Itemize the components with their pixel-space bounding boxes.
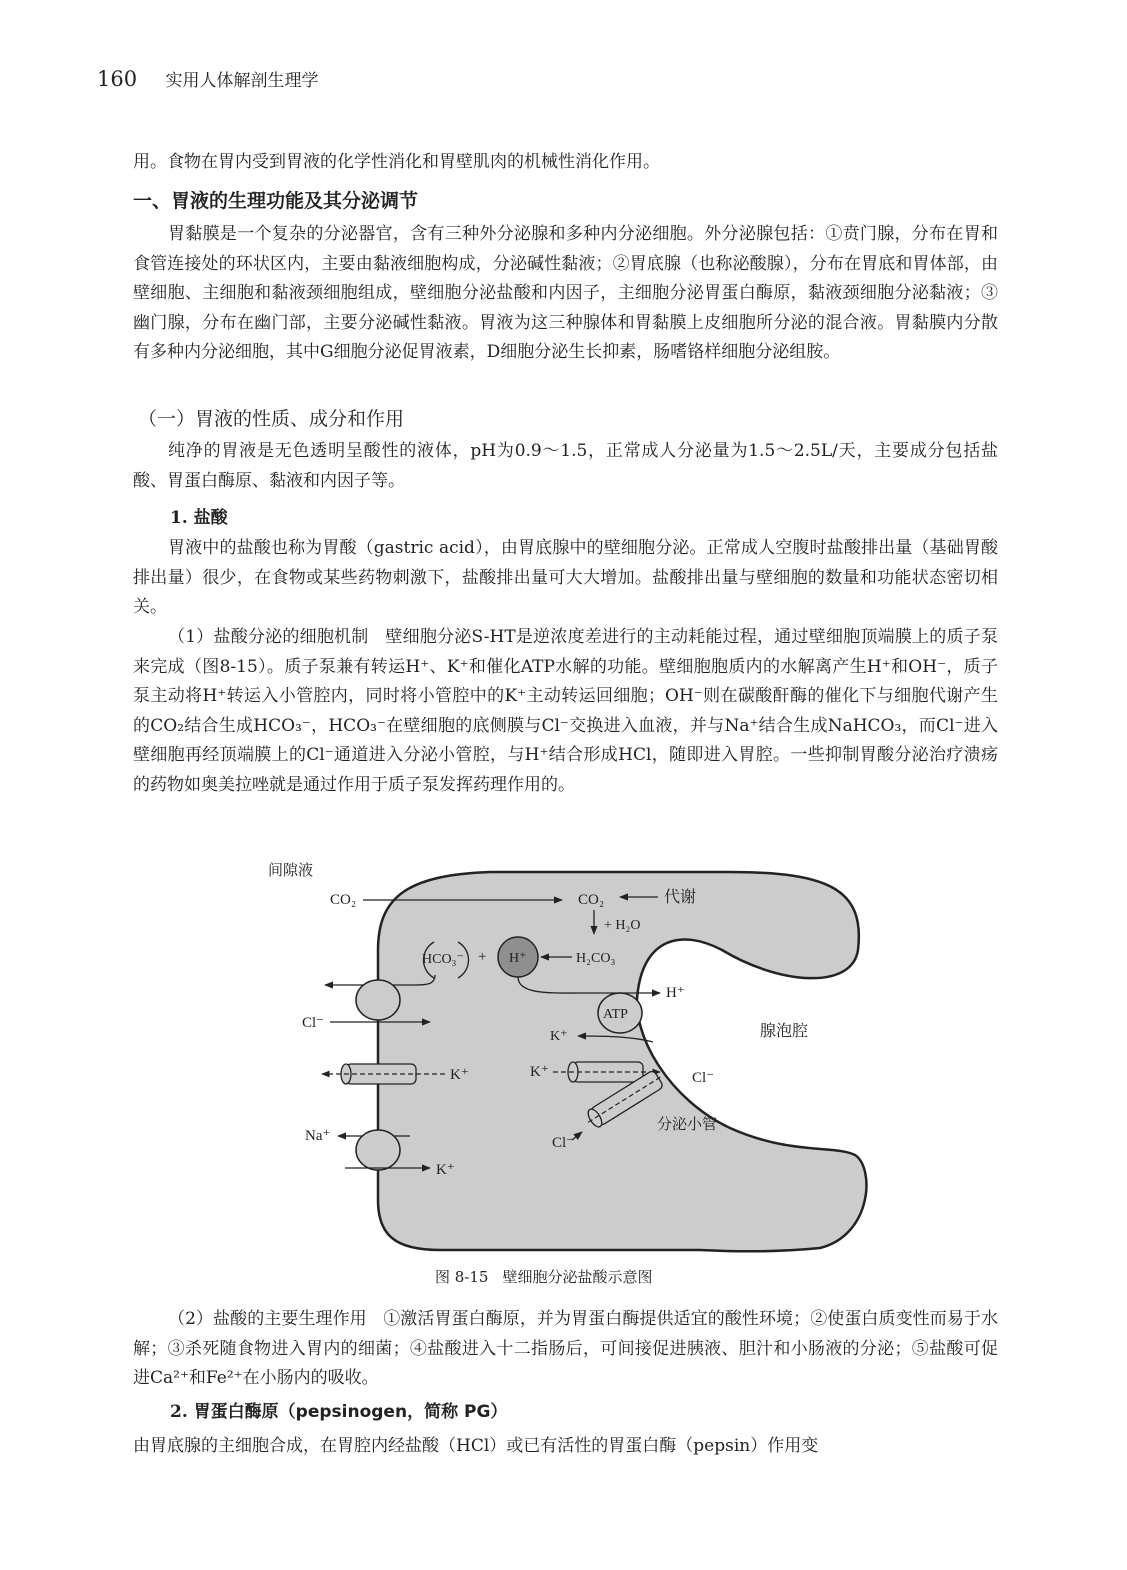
- role-paragraph: [133, 1305, 998, 1394]
- lumen-label: 腺泡腔: [760, 1023, 809, 1040]
- apical-potassium-channel: [573, 1062, 643, 1082]
- co2-right-label: CO₂: [578, 892, 605, 908]
- item2-number: 2.: [170, 1402, 188, 1422]
- plus-sign: +: [478, 949, 487, 965]
- interstitial-label: 间隙液: [268, 863, 314, 879]
- role-label: （2）盐酸的主要生理作用: [168, 1309, 367, 1329]
- intro-line: 用。食物在胃内受到胃液的化学性消化和胃壁肌肉的机械性消化作用。: [133, 152, 660, 172]
- potassium-pump-label: K⁺: [550, 1029, 568, 1044]
- item2-paragraph: 由胃底腺的主细胞合成，在胃腔内经盐酸（HCl）或已有活性的胃蛋白酶（pepsin）作用变: [133, 1436, 819, 1456]
- page-number: 160: [97, 67, 138, 91]
- secretory-canaliculus-label: 分泌小管: [657, 1117, 718, 1133]
- proton-label: H⁺: [509, 951, 527, 966]
- chloride-channel-label: Cl⁻: [552, 1135, 575, 1151]
- role-text: ①激活胃蛋白酶原，并为胃蛋白酶提供适宜的酸性环境；②使蛋白质变性而易于水解；③杀死随食物进入胃内的细菌；④盐酸进入十二指肠后，可间接促进胰液、胆汁和小肠液的分泌；⑤盐酸可促进Ca²⁺和Fe²⁺在小肠内的吸收。: [133, 1309, 998, 1388]
- chloride-in-label: Cl⁻: [302, 1015, 325, 1031]
- section-paragraph: 胃黏膜是一个复杂的分泌器官，含有三种外分泌腺和多种内分泌细胞。外分泌腺包括：①贲门腺，分布在胃和食管连接处的环状区内，主要由黏液细胞构成，分泌碱性黏液；②胃底腺（也称泌酸腺），分布在胃底和胃体部，由壁细胞、主细胞和黏液颈细胞组成，壁细胞分泌盐酸和内因子，主细胞分泌胃蛋白酶原，黏液颈细胞分泌黏液；③幽门腺，分布在幽门部，主要分泌碱性黏液。胃液为这三种腺体和胃黏膜上皮细胞所分泌的混合液。胃黏膜内分散有多种内分泌细胞，其中G细胞分泌促胃液素，D细胞分泌生长抑素，肠嗜铬样细胞分泌组胺。: [133, 224, 998, 362]
- parietal-cell-diagram: [260, 850, 880, 1260]
- metabolism-label: 代谢: [664, 889, 697, 906]
- figure-title: 壁细胞分泌盐酸示意图: [502, 1268, 653, 1286]
- basal-potassium-label: K⁺: [450, 1067, 469, 1083]
- hco3-label: HCO₃⁻: [422, 952, 464, 967]
- proton-out-label: H⁺: [666, 985, 685, 1001]
- figure-caption: [435, 1266, 666, 1287]
- item-number: 1.: [170, 508, 188, 528]
- item2-heading: [170, 1397, 507, 1422]
- chloride-out-label: Cl⁻: [692, 1070, 715, 1086]
- mechanism-label: （1）盐酸分泌的细胞机制: [168, 627, 369, 647]
- item2-title: 胃蛋白酶原（pepsinogen，简称 PG）: [193, 1402, 508, 1422]
- mechanism-text: 壁细胞分泌S-HT是逆浓度差进行的主动耗能过程，通过壁细胞顶端膜上的质子泵来完成（图8-15）。质子泵兼有转运H⁺、K⁺和催化ATP水解的功能。壁细胞胞质内的水解离产生H⁺和OH⁻，质子泵主动将H⁺转运入小管腔内，同时将小管腔中的K⁺主动转运回细胞；OH⁻则在碳酸酐酶的催化下与细胞代谢产生的CO₂结合生成HCO₃⁻，HCO₃⁻在壁细胞的底侧膜与Cl⁻交换进入血液，并与Na⁺结合生成NaHCO₃，而Cl⁻进入壁细胞再经顶端膜上的Cl⁻通道进入分泌小管腔，与H⁺结合形成HCl，随即进入胃腔。一些抑制胃酸分泌治疗溃疡的药物如奥美拉唑就是通过作用于质子泵发挥药理作用的。: [133, 627, 998, 795]
- anion-exchanger: [356, 980, 400, 1020]
- potassium-basal-label: K⁺: [436, 1162, 455, 1178]
- sodium-label: Na⁺: [305, 1128, 331, 1144]
- apical-potassium-label: K⁺: [530, 1064, 549, 1080]
- item-paragraph: 胃液中的盐酸也称为胃酸（gastric acid），由胃底腺中的壁细胞分泌。正常成人空腹时盐酸排出量（基础胃酸排出量）很少，在食物或某些药物刺激下，盐酸排出量可大大增加。盐酸排出量与壁细胞的数量和功能状态密切相关。: [133, 538, 998, 617]
- item-heading: [170, 503, 228, 528]
- figure-parietal-cell: [260, 850, 880, 1260]
- co2-left-label: CO₂: [330, 892, 357, 908]
- book-title: 实用人体解剖生理学: [165, 71, 319, 91]
- item-title: 盐酸: [193, 508, 228, 528]
- mechanism-paragraph: [133, 623, 998, 800]
- subsection-paragraph: 纯净的胃液是无色透明呈酸性的液体，pH为0.9～1.5，正常成人分泌量为1.5～2.5L/天，主要成分包括盐酸、胃蛋白酶原、黏液和内因子等。: [133, 441, 998, 491]
- atp-label: ATP: [603, 1007, 628, 1022]
- sodium-potassium-pump: [356, 1130, 400, 1170]
- h2co3-label: H₂CO₃: [576, 951, 616, 966]
- plus-h2o-label: + H₂O: [604, 918, 641, 933]
- running-header: [97, 66, 318, 91]
- subsection-title: （一）胃液的性质、成分和作用: [138, 408, 405, 430]
- section-title: 一、胃液的生理功能及其分泌调节: [133, 190, 419, 212]
- figure-number: 图 8-15: [435, 1268, 489, 1286]
